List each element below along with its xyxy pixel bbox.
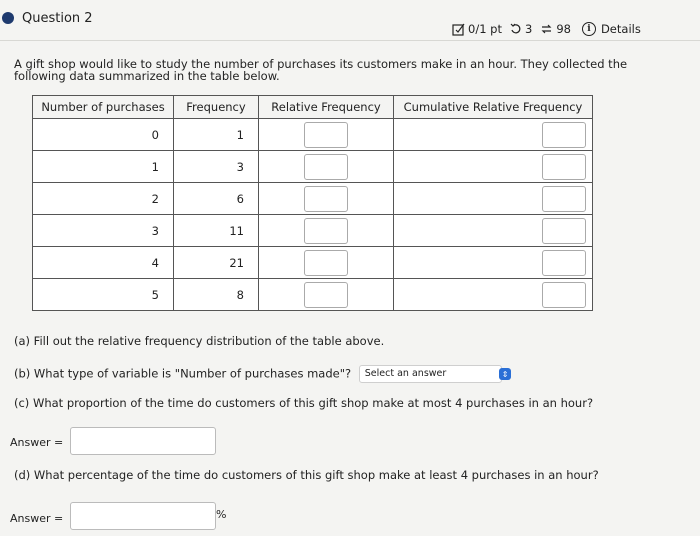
variable-type-select-value: Select an answer (364, 368, 447, 379)
purchases-cell: 3 (33, 215, 174, 247)
table-row (33, 247, 593, 279)
percent-unit: % (216, 508, 227, 521)
cumulative-cell (394, 247, 593, 279)
relative-frequency-cell (259, 279, 394, 311)
attempts-count: 98 (556, 22, 571, 36)
part-c-answer-label: Answer = (10, 436, 64, 449)
relative-frequency-input[interactable] (304, 154, 348, 180)
table-row (33, 183, 593, 215)
purchases-cell: 5 (33, 279, 174, 311)
relative-frequency-cell (259, 119, 394, 151)
frequency-table (32, 95, 593, 311)
frequency-cell: 21 (174, 247, 259, 279)
info-icon: i (582, 22, 596, 36)
attempts-icon (540, 23, 553, 35)
cumulative-cell (394, 215, 593, 247)
part-a-text: (a) Fill out the relative frequency distribution of the table above. (14, 334, 385, 348)
header-frequency: Frequency (174, 96, 259, 119)
frequency-cell: 3 (174, 151, 259, 183)
cumulative-relative-frequency-input[interactable] (542, 282, 586, 308)
purchases-cell: 0 (33, 119, 174, 151)
relative-frequency-cell (259, 215, 394, 247)
cumulative-relative-frequency-input[interactable] (542, 154, 586, 180)
cumulative-relative-frequency-input[interactable] (542, 122, 586, 148)
header-relative-frequency: Relative Frequency (259, 96, 394, 119)
details-link[interactable] (579, 22, 641, 36)
question-header (0, 0, 700, 41)
cumulative-cell (394, 151, 593, 183)
frequency-cell: 11 (174, 215, 259, 247)
table-row (33, 279, 593, 311)
part-b-line (14, 365, 502, 383)
score-text: 0/1 pt (468, 22, 502, 36)
cumulative-relative-frequency-input[interactable] (542, 186, 586, 212)
part-c-answer-input[interactable] (70, 427, 216, 455)
cumulative-cell (394, 119, 593, 151)
table-row (33, 215, 593, 247)
relative-frequency-input[interactable] (304, 282, 348, 308)
select-arrow-icon (499, 368, 511, 380)
details-label[interactable]: Details (600, 22, 641, 36)
relative-frequency-input[interactable] (304, 186, 348, 212)
part-b-text: (b) What type of variable is "Number of purchases made"? (14, 366, 352, 381)
purchases-cell: 4 (33, 247, 174, 279)
cumulative-relative-frequency-input[interactable] (542, 218, 586, 244)
table-row (33, 151, 593, 183)
attempts-group (540, 22, 571, 36)
header-purchases: Number of purchases (33, 96, 174, 119)
frequency-cell: 8 (174, 279, 259, 311)
retries-group (510, 22, 532, 36)
checkbox-pencil-icon (452, 23, 465, 36)
variable-type-select[interactable] (359, 365, 502, 383)
retry-icon (510, 23, 522, 35)
relative-frequency-cell (259, 151, 394, 183)
cumulative-cell (394, 279, 593, 311)
part-d-answer-label: Answer = (10, 512, 64, 525)
relative-frequency-cell (259, 183, 394, 215)
relative-frequency-input[interactable] (304, 250, 348, 276)
relative-frequency-input[interactable] (304, 218, 348, 244)
question-meta (452, 22, 649, 36)
purchases-cell: 2 (33, 183, 174, 215)
part-c-text: (c) What proportion of the time do customers of this gift shop make at most 4 purchases in an hour? (14, 396, 594, 410)
frequency-cell: 1 (174, 119, 259, 151)
table-header-row (33, 96, 593, 119)
score-group (452, 22, 502, 36)
cumulative-cell (394, 183, 593, 215)
header-cumulative-relative-frequency: Cumulative Relative Frequency (394, 96, 593, 119)
part-d-answer-input[interactable] (70, 502, 216, 530)
question-title: Question 2 (22, 11, 93, 26)
table-row (33, 119, 593, 151)
retries-count: 3 (524, 22, 533, 36)
question-intro: A gift shop would like to study the number of purchases its customers make in an hour. They collected the following data summarized in the table below. (14, 57, 628, 83)
question-dot-icon (2, 12, 14, 24)
relative-frequency-input[interactable] (304, 122, 348, 148)
purchases-cell: 1 (33, 151, 174, 183)
relative-frequency-cell (259, 247, 394, 279)
frequency-cell: 6 (174, 183, 259, 215)
cumulative-relative-frequency-input[interactable] (542, 250, 586, 276)
part-d-text: (d) What percentage of the time do customers of this gift shop make at least 4 purchases in an hour? (14, 468, 599, 482)
